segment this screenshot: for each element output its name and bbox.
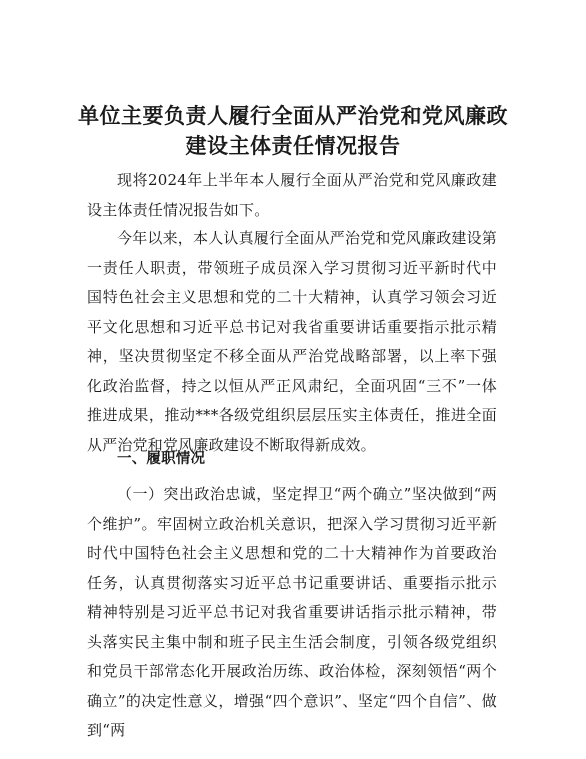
duty-paragraph-body: 牢固树立政治机关意识，把深入学习贯彻习近平新时代中国特色社会主义思想和党的二十大精神作为首要政治任务，认真贯彻落实习近平总书记重要讲话、重要指示批示精神特别是习近平总书记对我省重要讲话指示批示精神，带头落实民主集中制和班子民主生活会制度，引领各级党组织和党员干部常态化开展政治历练、政治体检，深刻领悟“两个确立”的决定性意义，增强“四个意识”、坚定“四个自信”、做到“两 <box>87 514 497 739</box>
summary-paragraph: 今年以来，本人认真履行全面从严治党和党风廉政建设第一责任人职责，带领班子成员深入学习贯彻习近平新时代中国特色社会主义思想和党的二十大精神，认真学习领会习近平文化思想和习近平总书记对我省重要讲话重要指示批示精神，坚决贯彻坚定不移全面从严治党战略部署，以上率下强化政治监督，持之以恒从严正风肃纪，全面巩固“三不”一体推进成果，推动***各级党组织层层压实主体责任，推进全面从严治党和党风廉政建设不断取得新成效。 <box>87 229 498 454</box>
duty-paragraph-1 <box>87 480 497 746</box>
document-title-line2: 建设主体责任情况报告 <box>185 134 401 158</box>
intro-paragraph: 现将2024年上半年本人履行全面从严治党和党风廉政建设主体责任情况报告如下。 <box>87 171 497 219</box>
section-heading: 一、履职情况 <box>117 451 206 467</box>
duty-paragraph-lead: （一）突出政治忠诚，坚定捍卫“两个确立”坚决做到“两个维护”。 <box>87 485 497 533</box>
document-title-line1: 单位主要负责人履行全面从严治党和党风廉政 <box>78 104 508 128</box>
